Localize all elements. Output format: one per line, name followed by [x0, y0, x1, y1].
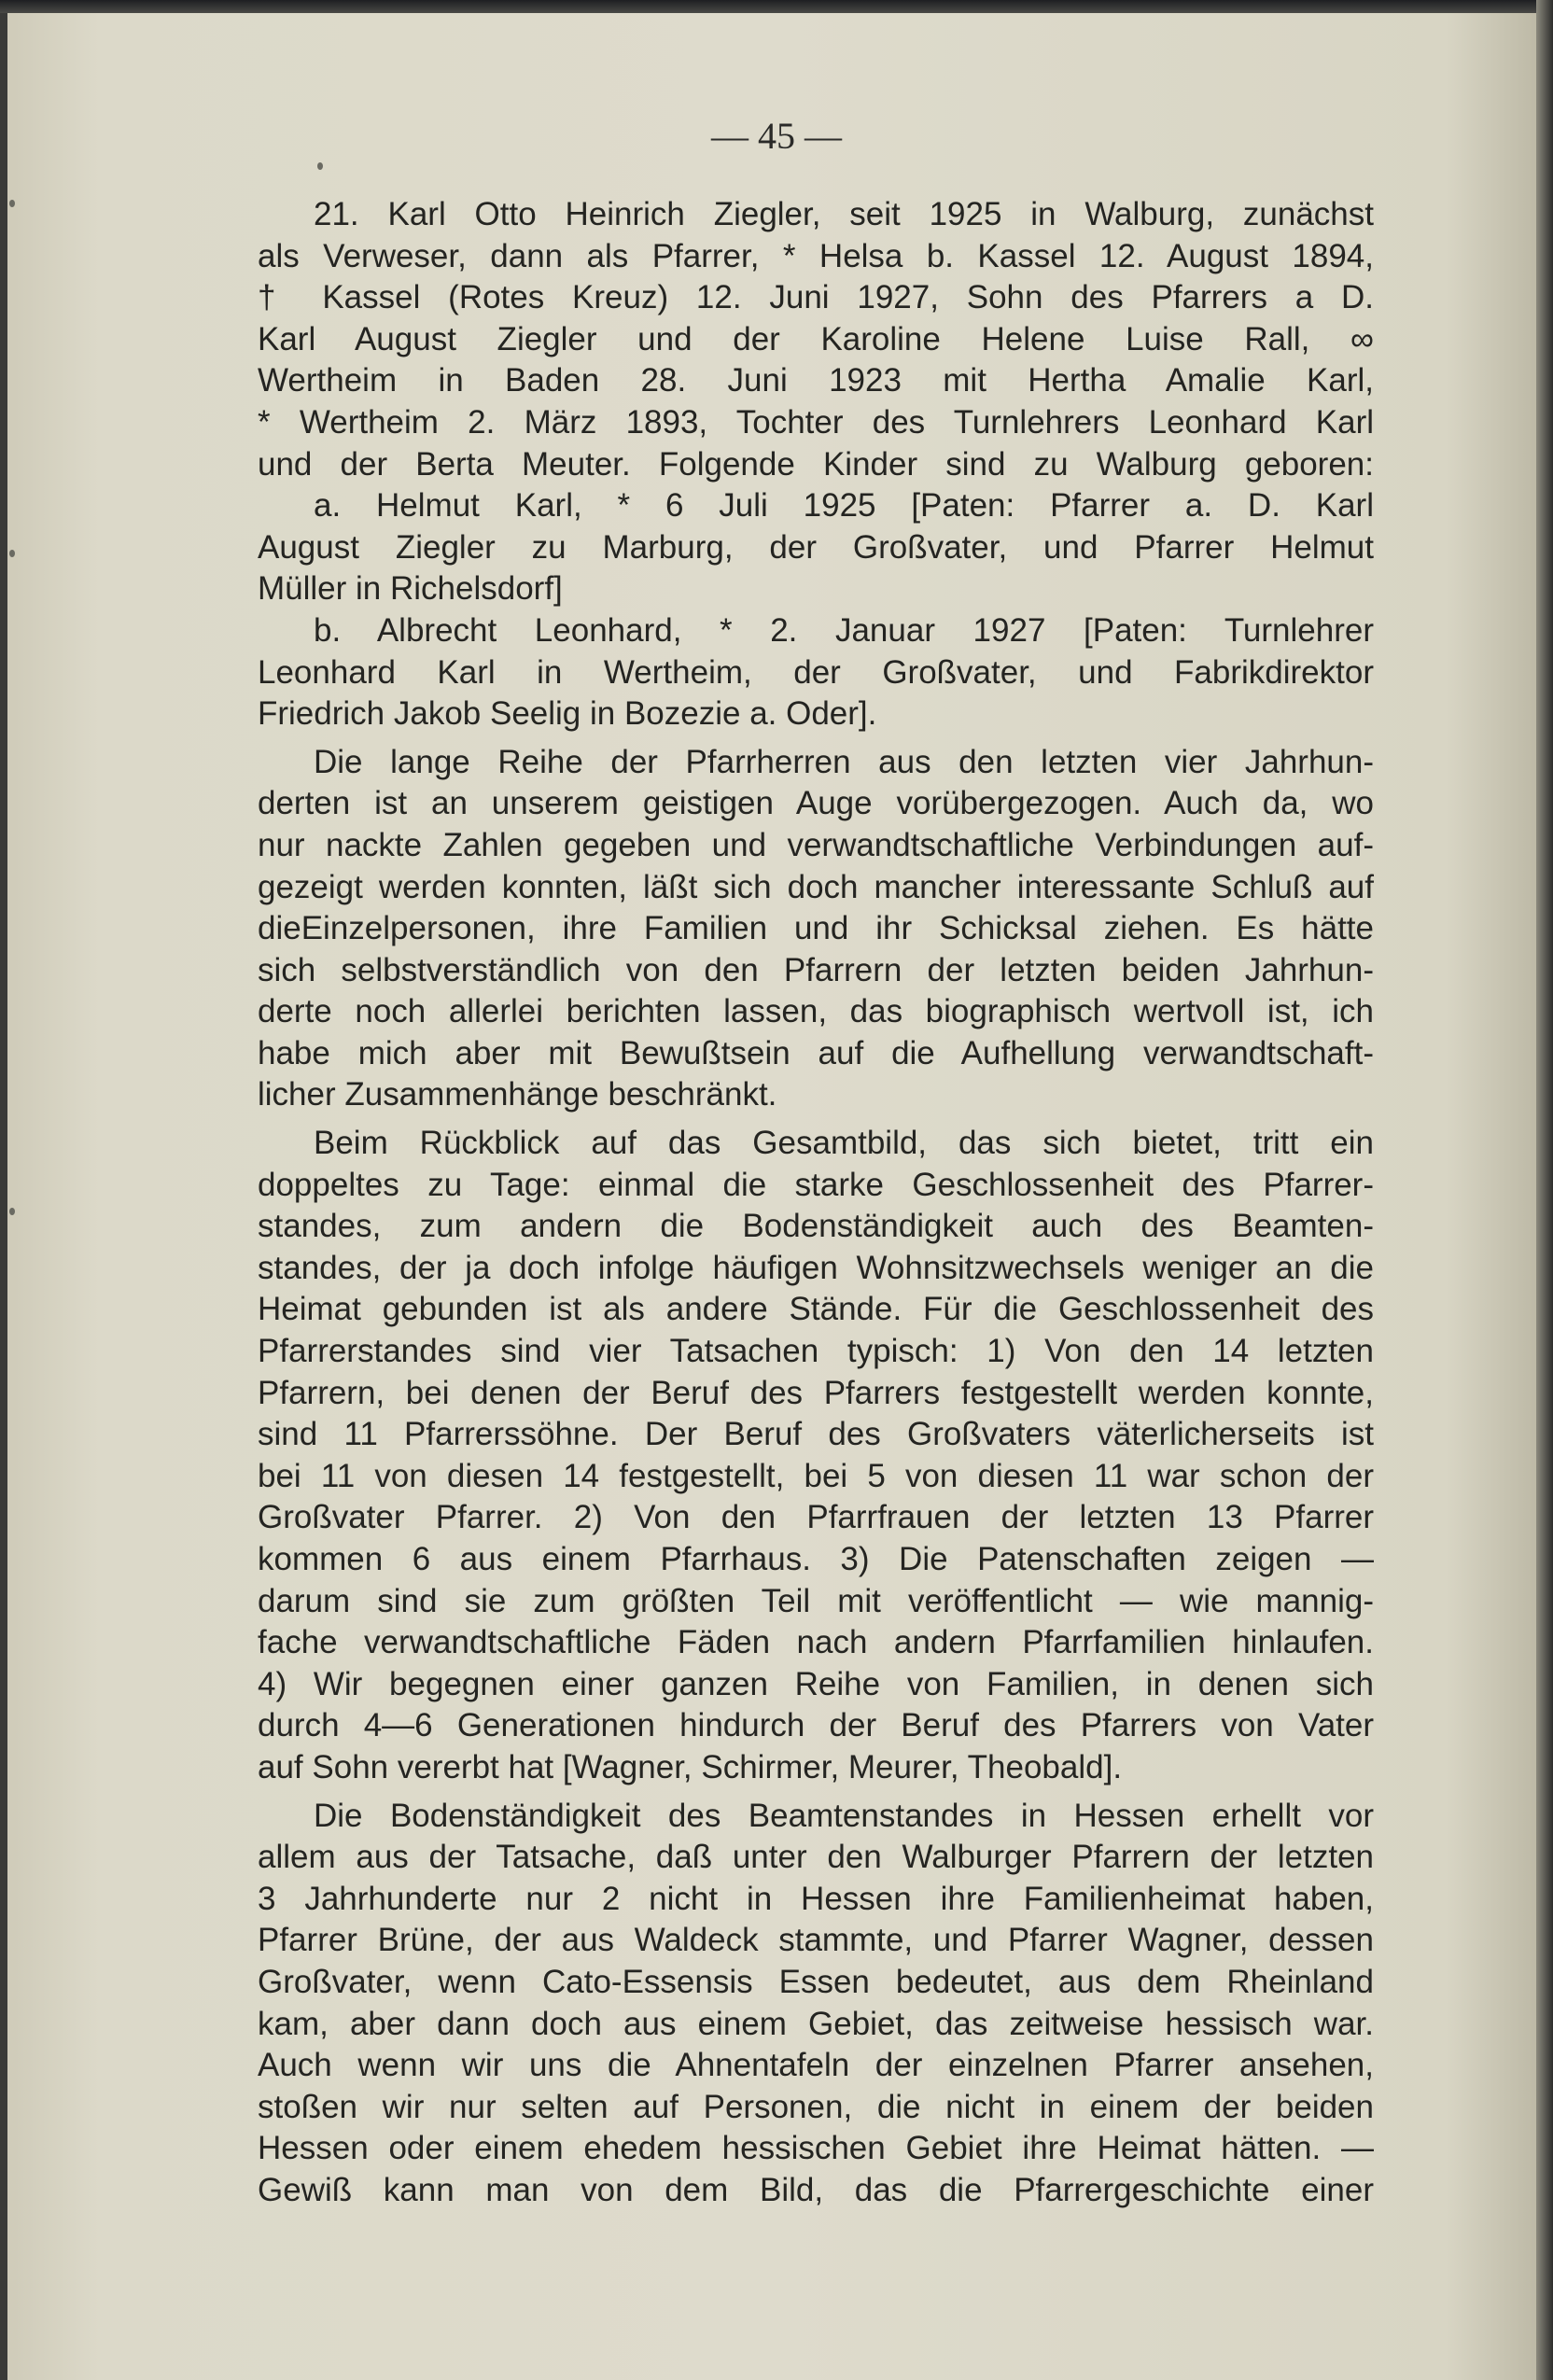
paragraph — [258, 1796, 1374, 2212]
text-line: derte noch allerlei berichten lassen, das biographisch wertvoll ist, ich — [258, 993, 1374, 1030]
text-line: a. Helmut Karl, * 6 Juli 1925 [Paten: Pfarrer a. D. Karl — [314, 487, 1374, 525]
text-line: sind 11 Pfarrerssöhne. Der Beruf des Großvaters väterlicherseits ist — [258, 1416, 1374, 1453]
body-text — [258, 194, 1374, 2212]
text-line: und der Berta Meuter. Folgende Kinder sind zu Walburg geboren: — [258, 445, 1374, 483]
page-number: — 45 — — [711, 115, 842, 157]
text-line: allem aus der Tatsache, daß unter den Walburger Pfarrern der letzten — [258, 1839, 1374, 1876]
speck — [9, 1208, 15, 1215]
text-line: derten ist an unserem geistigen Auge vorübergezogen. Auch da, wo — [258, 785, 1374, 822]
text-line: August Ziegler zu Marburg, der Großvater, und Pfarrer Helmut — [258, 528, 1374, 566]
text-line: licher Zusammenhänge beschränkt. — [258, 1076, 777, 1113]
text-line: als Verweser, dann als Pfarrer, * Helsa b. Kassel 12. August 1894, — [258, 237, 1374, 274]
text-line: nur nackte Zahlen gegeben und verwandtschaftliche Verbindungen auf- — [258, 826, 1374, 863]
text-line: fache verwandtschaftliche Fäden nach andern Pfarrfamilien hinlaufen. — [258, 1624, 1374, 1661]
text-line: kam, aber dann doch aus einem Gebiet, das zeitweise hessisch war. — [258, 2005, 1374, 2042]
text-line: Gewiß kann man von dem Bild, das die Pfarrergeschichte einer — [258, 2171, 1374, 2208]
text-line: Müller in Richelsdorf] — [258, 570, 563, 608]
text-line: Hessen oder einem ehedem hessischen Gebiet ihre Heimat hätten. — — [258, 2130, 1374, 2167]
text-line: gezeigt werden konnten, läßt sich doch mancher interessante Schluß auf — [258, 868, 1374, 905]
speck — [9, 550, 15, 557]
paragraph — [258, 1123, 1374, 1789]
text-line: Großvater, wenn Cato-Essensis Essen bedeutet, aus dem Rheinland — [258, 1963, 1374, 2000]
text-line: darum sind sie zum größten Teil mit veröffentlicht — wie mannig- — [258, 1582, 1374, 1619]
text-line: Die lange Reihe der Pfarrherren aus den letzten vier Jahrhun- — [314, 743, 1374, 780]
text-line: Wertheim in Baden 28. Juni 1923 mit Hertha Amalie Karl, — [258, 362, 1374, 399]
text-line: Heimat gebunden ist als andere Stände. Für die Geschlossenheit des — [258, 1291, 1374, 1328]
text-line: * Wertheim 2. März 1893, Tochter des Turnlehrers Leonhard Karl — [258, 403, 1374, 441]
text-line: kommen 6 aus einem Pfarrhaus. 3) Die Patenschaften zeigen — — [258, 1541, 1374, 1577]
text-line: Pfarrerstandes sind vier Tatsachen typisch: 1) Von den 14 letzten — [258, 1333, 1374, 1370]
text-line: standes, der ja doch infolge häufigen Wohnsitzwechsels weniger an die — [258, 1249, 1374, 1286]
text-line: standes, zum andern die Bodenständigkeit auch des Beamten- — [258, 1208, 1374, 1245]
text-line: Friedrich Jakob Seelig in Bozezie a. Oder]. — [258, 695, 877, 733]
text-line: 21. Karl Otto Heinrich Ziegler, seit 1925 in Walburg, zunächst — [314, 196, 1374, 232]
text-line: habe mich aber mit Bewußtsein auf die Aufhellung verwandtschaft- — [258, 1034, 1374, 1071]
text-line: Die Bodenständigkeit des Beamtenstandes in Hessen erhellt vor — [314, 1797, 1374, 1834]
text-line: Großvater Pfarrer. 2) Von den Pfarrfrauen der letzten 13 Pfarrer — [258, 1499, 1374, 1536]
text-line: Beim Rückblick auf das Gesamtbild, das sich bietet, tritt ein — [314, 1125, 1374, 1162]
text-line: sich selbstverständlich von den Pfarrern der letzten beiden Jahrhun- — [258, 951, 1374, 988]
text-line: b. Albrecht Leonhard, * 2. Januar 1927 [Paten: Turnlehrer — [314, 611, 1374, 649]
paragraph — [258, 194, 1374, 735]
text-line: † Kassel (Rotes Kreuz) 12. Juni 1927, Sohn des Pfarrers a D. — [258, 279, 1374, 316]
text-line: 4) Wir begegnen einer ganzen Reihe von Familien, in denen sich — [258, 1665, 1374, 1702]
text-line: bei 11 von diesen 14 festgestellt, bei 5 von diesen 11 war schon der — [258, 1457, 1374, 1494]
text-line: dieEinzelpersonen, ihre Familien und ihr Schicksal ziehen. Es hätte — [258, 910, 1374, 947]
text-line: doppeltes zu Tage: einmal die starke Geschlossenheit des Pfarrer- — [258, 1166, 1374, 1203]
text-line: Pfarrer Brüne, der aus Waldeck stammte, und Pfarrer Wagner, dessen — [258, 1922, 1374, 1959]
text-line: Pfarrern, bei denen der Beruf des Pfarrers festgestellt werden konnte, — [258, 1374, 1374, 1411]
speck — [9, 200, 15, 207]
paragraph — [258, 742, 1374, 1116]
text-line: durch 4—6 Generationen hindurch der Beruf des Pfarrers von Vater — [258, 1707, 1374, 1744]
text-line: Leonhard Karl in Wertheim, der Großvater, und Fabrikdirektor — [258, 653, 1374, 691]
text-line: Karl August Ziegler und der Karoline Helene Luise Rall, ∞ — [258, 320, 1374, 357]
text-line: Auch wenn wir uns die Ahnentafeln der einzelnen Pfarrer ansehen, — [258, 2047, 1374, 2084]
speck — [317, 162, 323, 170]
text-line: 3 Jahrhunderte nur 2 nicht in Hessen ihre Familienheimat haben, — [258, 1880, 1374, 1917]
text-line: auf Sohn vererbt hat [Wagner, Schirmer, Meurer, Theobald]. — [258, 1748, 1123, 1785]
scan-top-edge — [0, 0, 1553, 13]
text-line: stoßen wir nur selten auf Personen, die nicht in einem der beiden — [258, 2088, 1374, 2125]
book-binding-edge — [1536, 0, 1553, 2380]
